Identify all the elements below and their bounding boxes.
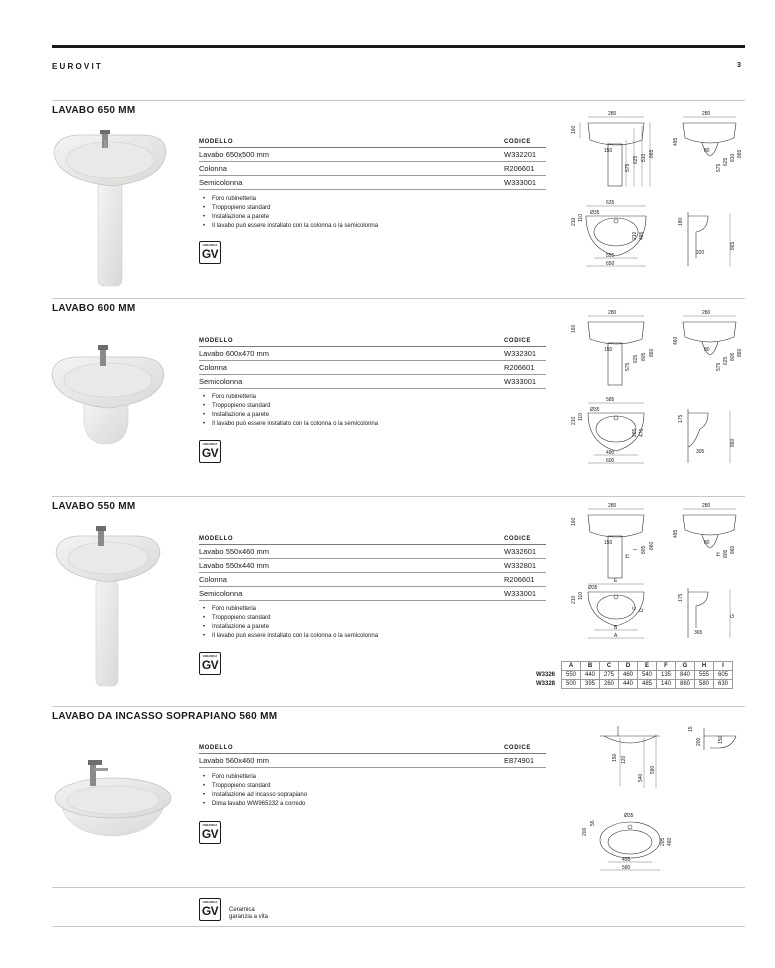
feature-list [199, 605, 378, 641]
top-view [571, 578, 645, 639]
section-divider [52, 496, 745, 497]
dimension-label: 210 [632, 231, 638, 240]
dimension-label: 575 [625, 362, 631, 371]
legend-text [229, 907, 268, 921]
dimension-label: 200 [582, 827, 588, 836]
model-cell: Colonna [199, 363, 227, 372]
model-cell: Semicolonna [199, 589, 243, 598]
dimension-label: 120 [621, 755, 627, 764]
dimension-label: 15 [688, 726, 694, 732]
dimension-label: 280 [702, 111, 711, 117]
dimension-label: 860 [649, 541, 655, 550]
dimension-label: 590 [650, 765, 656, 774]
dimension-label: 160 [571, 125, 577, 134]
dimension-header: A [562, 662, 581, 671]
dimension-label: 650 [606, 261, 615, 267]
section-title: LAVABO 650 MM [52, 105, 136, 116]
model-cell: Colonna [199, 164, 227, 173]
badge-mark: GV [201, 827, 219, 841]
dimension-label: H [625, 554, 631, 558]
dimension-label: Ø35 [624, 813, 634, 819]
dimension-label: 110 [578, 413, 584, 421]
dimension-label: 205 [660, 837, 666, 846]
dimension-label: 280 [608, 503, 617, 509]
dimension-label: 460 [673, 336, 679, 345]
top-view [571, 397, 645, 464]
table-row [199, 545, 546, 559]
dimension-header: G [676, 662, 695, 671]
dimension-label: 600 [606, 458, 615, 464]
ceramica-gv-badge [199, 821, 221, 844]
dimension-label: 200 [696, 737, 702, 746]
dimension-label: 635 [606, 200, 615, 206]
feature-item: • Foro rubinetteria [199, 393, 378, 402]
dimension-label: 625 [633, 354, 639, 363]
code-column-header: CODICE [504, 338, 531, 344]
dimension-label: E [614, 578, 618, 584]
feature-item: • Il lavabo può essere installato con la colonna o la semicolonna [199, 222, 378, 231]
dimension-label: 865 [730, 241, 736, 250]
badge-mark: GV [201, 247, 219, 261]
section-title: LAVABO 550 MM [52, 501, 136, 512]
dimension-label: C [632, 606, 638, 610]
brand-name: EUROVIT [52, 62, 103, 71]
dimension-cell: 605 [714, 671, 733, 680]
dimension-label: 150 [718, 735, 724, 744]
section-divider [52, 100, 745, 101]
product-table [199, 135, 546, 190]
dimension-label: 280 [608, 310, 617, 316]
dimension-label: 860 [649, 348, 655, 357]
table-row [199, 148, 546, 162]
product-table [199, 532, 546, 601]
dimension-label: 585 [606, 397, 615, 403]
dimension-label: 210 [571, 595, 577, 604]
dimension-cell: 395 [581, 680, 600, 689]
profile-view [678, 588, 736, 638]
dimension-label: 150 [604, 540, 613, 546]
model-cell: Lavabo 560x460 mm [199, 756, 270, 765]
dimension-label: 160 [571, 517, 577, 526]
code-cell: R206601 [504, 363, 535, 372]
model-cell: Lavabo 650x500 mm [199, 150, 270, 159]
dimension-cell: 500 [562, 680, 581, 689]
dimension-label: 805 [723, 549, 729, 558]
ceramica-gv-badge [199, 440, 221, 463]
dimension-label: 495 [622, 857, 631, 863]
code-column-header: CODICE [504, 745, 531, 751]
dimension-label: A [614, 633, 618, 639]
legend-line: Ceramica [229, 907, 255, 913]
side-view [673, 503, 736, 558]
product-table [199, 334, 546, 389]
dimension-label: 55 [590, 820, 596, 826]
dimension-cell: 580 [695, 680, 714, 689]
dimension-label: 805 [641, 545, 647, 554]
dimension-label: 860 [730, 438, 736, 447]
dimension-cell: 550 [562, 671, 581, 680]
front-view [571, 503, 655, 578]
code-column-header: CODICE [504, 536, 531, 542]
table-row [199, 375, 546, 389]
feature-item: • Installazione a parete [199, 623, 378, 632]
model-column-header: MODELLO [199, 338, 234, 344]
dimension-cell: 460 [619, 671, 638, 680]
badge-mark: GV [201, 446, 219, 460]
dimension-header: D [619, 662, 638, 671]
model-cell: Colonna [199, 575, 227, 584]
feature-item: • Installazione a parete [199, 213, 378, 222]
dimension-label: 265 [632, 428, 638, 437]
dimension-label: 805 [730, 352, 736, 361]
table-row [199, 587, 546, 601]
front-view [571, 111, 655, 186]
technical-drawing [570, 500, 745, 650]
table-header [199, 741, 546, 754]
product-image-countertop-basin [50, 754, 176, 840]
dimension-label: 150 [612, 753, 618, 762]
dimension-label: 625 [723, 356, 729, 365]
model-cell: Lavabo 550x460 mm [199, 547, 270, 556]
dimension-label: 210 [571, 217, 577, 226]
feature-item: • Il lavabo può essere installato con la colonna o la semicolonna [199, 420, 378, 429]
dimension-cell: 555 [695, 671, 714, 680]
dimension-label: 810 [641, 153, 647, 162]
feature-list [199, 773, 307, 809]
dimension-label: 305 [696, 449, 705, 455]
code-cell: R206601 [504, 164, 535, 173]
dimension-label: B [614, 625, 618, 631]
model-cell: Lavabo 600x470 mm [199, 349, 270, 358]
badge-mark: GV [201, 904, 219, 918]
dimension-label: 160 [571, 324, 577, 333]
feature-list [199, 393, 378, 429]
dimension-label: 810 [730, 153, 736, 162]
table-row [199, 347, 546, 361]
dimension-label: 495 [673, 529, 679, 538]
legend-line: garanzia a vita [229, 914, 269, 920]
section-title: LAVABO 600 MM [52, 303, 136, 314]
dimension-label: 320 [696, 250, 705, 256]
model-cell: Semicolonna [199, 377, 243, 386]
feature-item: • Troppopieno standard [199, 204, 378, 213]
table-row [199, 361, 546, 375]
page-number: 3 [737, 62, 741, 69]
feature-item: • Installazione a parete [199, 411, 378, 420]
dimensions-header-row [534, 662, 733, 671]
dimension-label: 860 [737, 348, 743, 357]
dimension-label: 575 [716, 362, 722, 371]
dimension-cell: 630 [714, 680, 733, 689]
feature-item: • Dima lavabo WW965232 a corredo [199, 800, 307, 809]
code-cell: W332301 [504, 349, 537, 358]
model-column-header: MODELLO [199, 139, 234, 145]
dimension-label: 555 [606, 253, 615, 259]
dimension-label: D [639, 608, 645, 612]
dimension-label: 80 [704, 347, 710, 353]
feature-item: • Il lavabo può essere installato con la colonna o la semicolonna [199, 632, 378, 641]
dimension-header: H [695, 662, 714, 671]
table-header [199, 532, 546, 545]
ceramica-gv-badge [199, 898, 221, 921]
dimension-cell: 440 [619, 680, 638, 689]
dimensions-row-label: W3326 [536, 672, 556, 678]
badge-caption: CERAMICA [202, 655, 218, 658]
dimension-label: G [730, 614, 736, 618]
dimension-cell: 540 [638, 671, 657, 680]
product-image-pedestal-basin [48, 124, 176, 288]
dimension-label: 280 [702, 310, 711, 316]
dimension-label: Ø35 [588, 585, 598, 591]
top-bar [52, 45, 745, 48]
dimension-label: 625 [723, 157, 729, 166]
product-table [199, 741, 546, 768]
dimension-label: 865 [737, 149, 743, 158]
model-column-header: MODELLO [199, 536, 234, 542]
side-view [673, 111, 743, 172]
dimension-label: 495 [673, 137, 679, 146]
front-view [571, 310, 655, 385]
dimension-label: 80 [704, 148, 710, 154]
badge-caption: CERAMICA [202, 443, 218, 446]
dimensions-row [534, 671, 733, 680]
table-row [199, 176, 546, 190]
table-header [199, 334, 546, 347]
dimension-label: Ø35 [590, 407, 600, 413]
product-image-pedestal-basin [50, 524, 174, 688]
section-title: LAVABO DA INCASSO SOPRAPIANO 560 MM [52, 711, 278, 722]
dimension-label: I [633, 548, 639, 550]
dimension-label: 110 [578, 214, 584, 222]
dimension-cell: 860 [676, 680, 695, 689]
dimension-label: 865 [649, 149, 655, 158]
dimension-label: 580 [622, 865, 631, 871]
dimension-label: Ø35 [590, 210, 600, 216]
feature-item: • Troppopieno standard [199, 402, 378, 411]
feature-item: • Foro rubinetteria [199, 773, 307, 782]
badge-mark: GV [201, 658, 219, 672]
section-divider [52, 298, 745, 299]
feature-item: • Troppopieno standard [199, 614, 378, 623]
dimension-label: 80 [704, 540, 710, 546]
dimension-label: 625 [633, 155, 639, 164]
front-view [600, 726, 660, 788]
model-cell: Lavabo 550x440 mm [199, 561, 270, 570]
technical-drawing [570, 108, 745, 273]
badge-caption: CERAMICA [202, 824, 218, 827]
dimension-cell: 275 [600, 671, 619, 680]
dimension-label: 150 [604, 148, 613, 154]
ceramica-gv-badge [199, 652, 221, 675]
model-column-header: MODELLO [199, 745, 234, 751]
feature-item: • Foro rubinetteria [199, 605, 378, 614]
dimension-label: H [716, 552, 722, 556]
code-cell: W333001 [504, 377, 537, 386]
dimensions-row-label: W3328 [536, 681, 556, 687]
dimension-label: 575 [625, 163, 631, 172]
dimension-cell: 840 [676, 671, 695, 680]
top-view [571, 200, 646, 267]
dimension-header: B [581, 662, 600, 671]
section-divider [52, 926, 745, 927]
technical-drawing [578, 722, 745, 872]
code-cell: W333001 [504, 589, 537, 598]
dimension-header: I [714, 662, 733, 671]
side-view [688, 726, 736, 750]
badge-caption: CERAMICA [202, 901, 218, 904]
dimensions-row [534, 680, 733, 689]
table-row [199, 162, 546, 176]
code-cell: R206601 [504, 575, 535, 584]
section-divider [52, 887, 745, 888]
code-cell: E874901 [504, 756, 535, 765]
feature-item: • Foro rubinetteria [199, 195, 378, 204]
dimension-label: 175 [678, 593, 684, 602]
dimension-label: 280 [702, 503, 711, 509]
dimension-label: 470 [639, 428, 645, 437]
dimension-cell: 140 [657, 680, 676, 689]
table-row [199, 559, 546, 573]
dimension-label: 860 [730, 545, 736, 554]
dimension-label: 365 [694, 630, 703, 636]
dimension-label: 490 [606, 450, 615, 456]
feature-item: • Troppopieno standard [199, 782, 307, 791]
dimension-label: 210 [571, 416, 577, 425]
dimension-label: 540 [638, 773, 644, 782]
technical-drawing [570, 307, 745, 472]
code-cell: W332201 [504, 150, 537, 159]
feature-item: • Installazione ad incasso soprapiano [199, 791, 307, 800]
code-cell: W332801 [504, 561, 537, 570]
dimension-label: 280 [608, 111, 617, 117]
dimension-label: 805 [641, 352, 647, 361]
dimension-cell: 440 [581, 671, 600, 680]
dimension-label: 495 [639, 231, 645, 240]
table-header [199, 135, 546, 148]
dimension-cell: 485 [638, 680, 657, 689]
section-divider [52, 706, 745, 707]
profile-view [678, 409, 736, 463]
dimension-header: C [600, 662, 619, 671]
product-image-semipedestal-basin [48, 340, 176, 446]
dimension-label: 175 [678, 414, 684, 423]
dimension-label: 150 [604, 347, 613, 353]
dimensions-table [534, 661, 733, 689]
side-view [673, 310, 743, 371]
profile-view [678, 212, 736, 266]
badge-caption: CERAMICA [202, 244, 218, 247]
dimension-cell: 135 [657, 671, 676, 680]
dimension-header: E [638, 662, 657, 671]
dimension-label: 460 [667, 837, 673, 846]
feature-list [199, 195, 378, 231]
code-cell: W333001 [504, 178, 537, 187]
dimension-label: 110 [578, 592, 584, 600]
model-cell: Semicolonna [199, 178, 243, 187]
dimension-label: 180 [678, 217, 684, 226]
ceramica-gv-badge [199, 241, 221, 264]
code-cell: W332601 [504, 547, 537, 556]
table-row [199, 573, 546, 587]
dimension-cell: 260 [600, 680, 619, 689]
code-column-header: CODICE [504, 139, 531, 145]
top-view [582, 813, 673, 871]
table-row [199, 754, 546, 768]
dimension-header: F [657, 662, 676, 671]
dimension-label: 575 [716, 163, 722, 172]
